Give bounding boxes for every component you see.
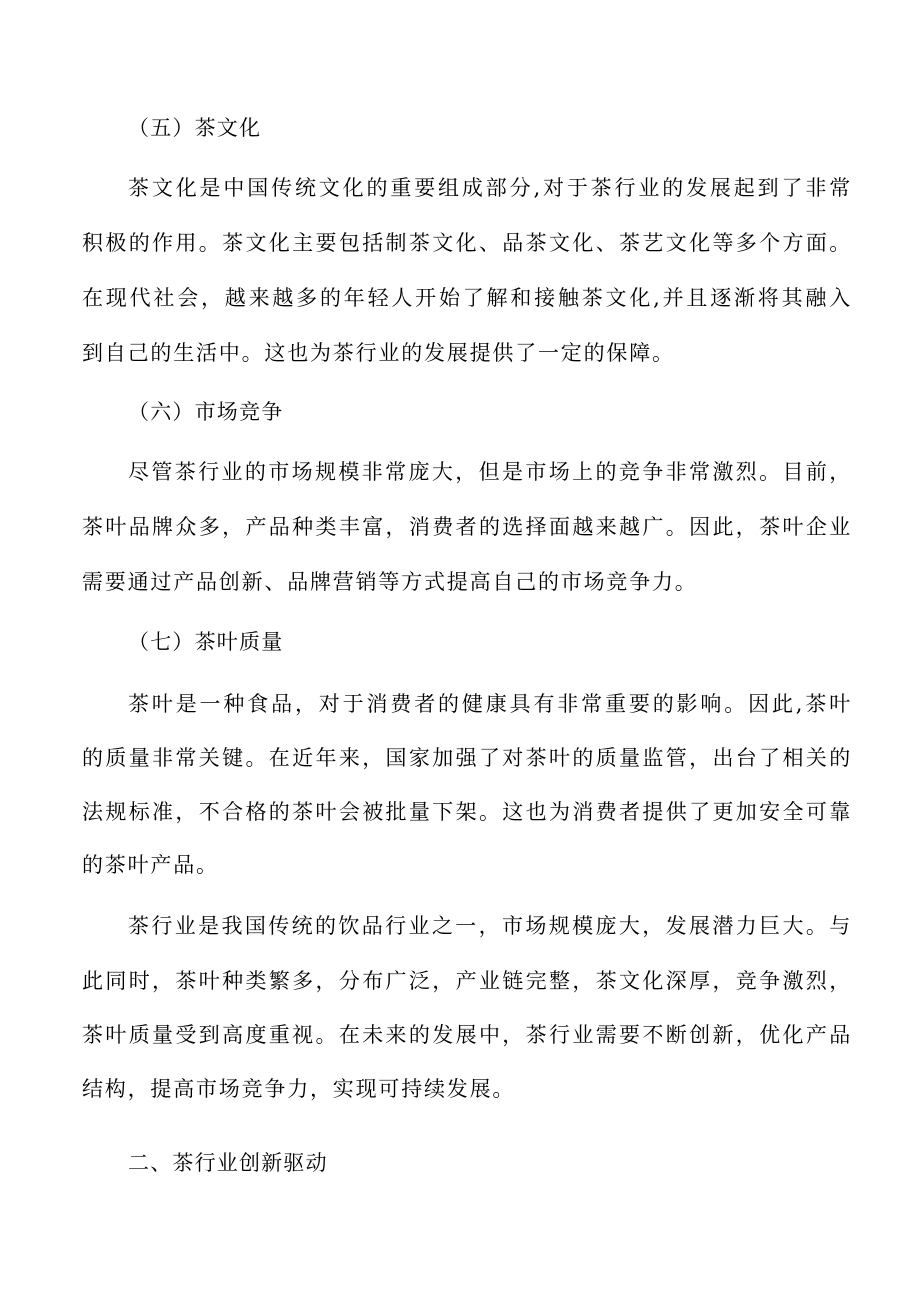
paragraph-line: 茶叶品牌众多，产品种类丰富，消费者的选择面越来越广。因此，茶叶企业 [82,515,852,539]
paragraph-line: 结构，提高市场竞争力，实现可持续发展。 [82,1077,516,1101]
paragraph-line: 茶行业是我国传统的饮品行业之一，市场规模庞大，发展潜力巨大。与 [128,914,852,938]
paragraph-line: 此同时，茶叶种类繁多，分布广泛，产业链完整，茶文化深厚，竞争激烈， [82,969,852,993]
paragraph-line: 茶叶是一种食品，对于消费者的健康具有非常重要的影响。因此,茶叶 [128,692,852,716]
paragraph-line: 法规标准，不合格的茶叶会被批量下架。这也为消费者提供了更加安全可靠 [82,800,852,824]
section-heading: （五）茶文化 [128,116,262,140]
section-heading: （七）茶叶质量 [128,630,284,654]
paragraph-line: 需要通过产品创新、品牌营销等方式提高自己的市场竞争力。 [82,570,698,594]
paragraph-line: 到自己的生活中。这也为茶行业的发展提供了一定的保障。 [82,341,675,365]
paragraph-line: 积极的作用。茶文化主要包括制茶文化、品茶文化、茶艺文化等多个方面。 [82,231,852,255]
paragraph-line: 的质量非常关键。在近年来，国家加强了对茶叶的质量监管，出台了相关的 [82,746,852,770]
paragraph-line: 茶文化是中国传统文化的重要组成部分,对于茶行业的发展起到了非常 [128,176,852,200]
section-heading: （六）市场竞争 [128,400,284,424]
chapter-heading: 二、茶行业创新驱动 [128,1151,328,1175]
paragraph-line: 的茶叶产品。 [82,853,219,877]
paragraph-line: 茶叶质量受到高度重视。在未来的发展中，茶行业需要不断创新，优化产品 [82,1023,852,1047]
paragraph-line: 在现代社会，越来越多的年轻人开始了解和接触茶文化,并且逐渐将其融入 [82,286,852,310]
paragraph-line: 尽管茶行业的市场规模非常庞大，但是市场上的竞争非常激烈。目前， [128,460,852,484]
